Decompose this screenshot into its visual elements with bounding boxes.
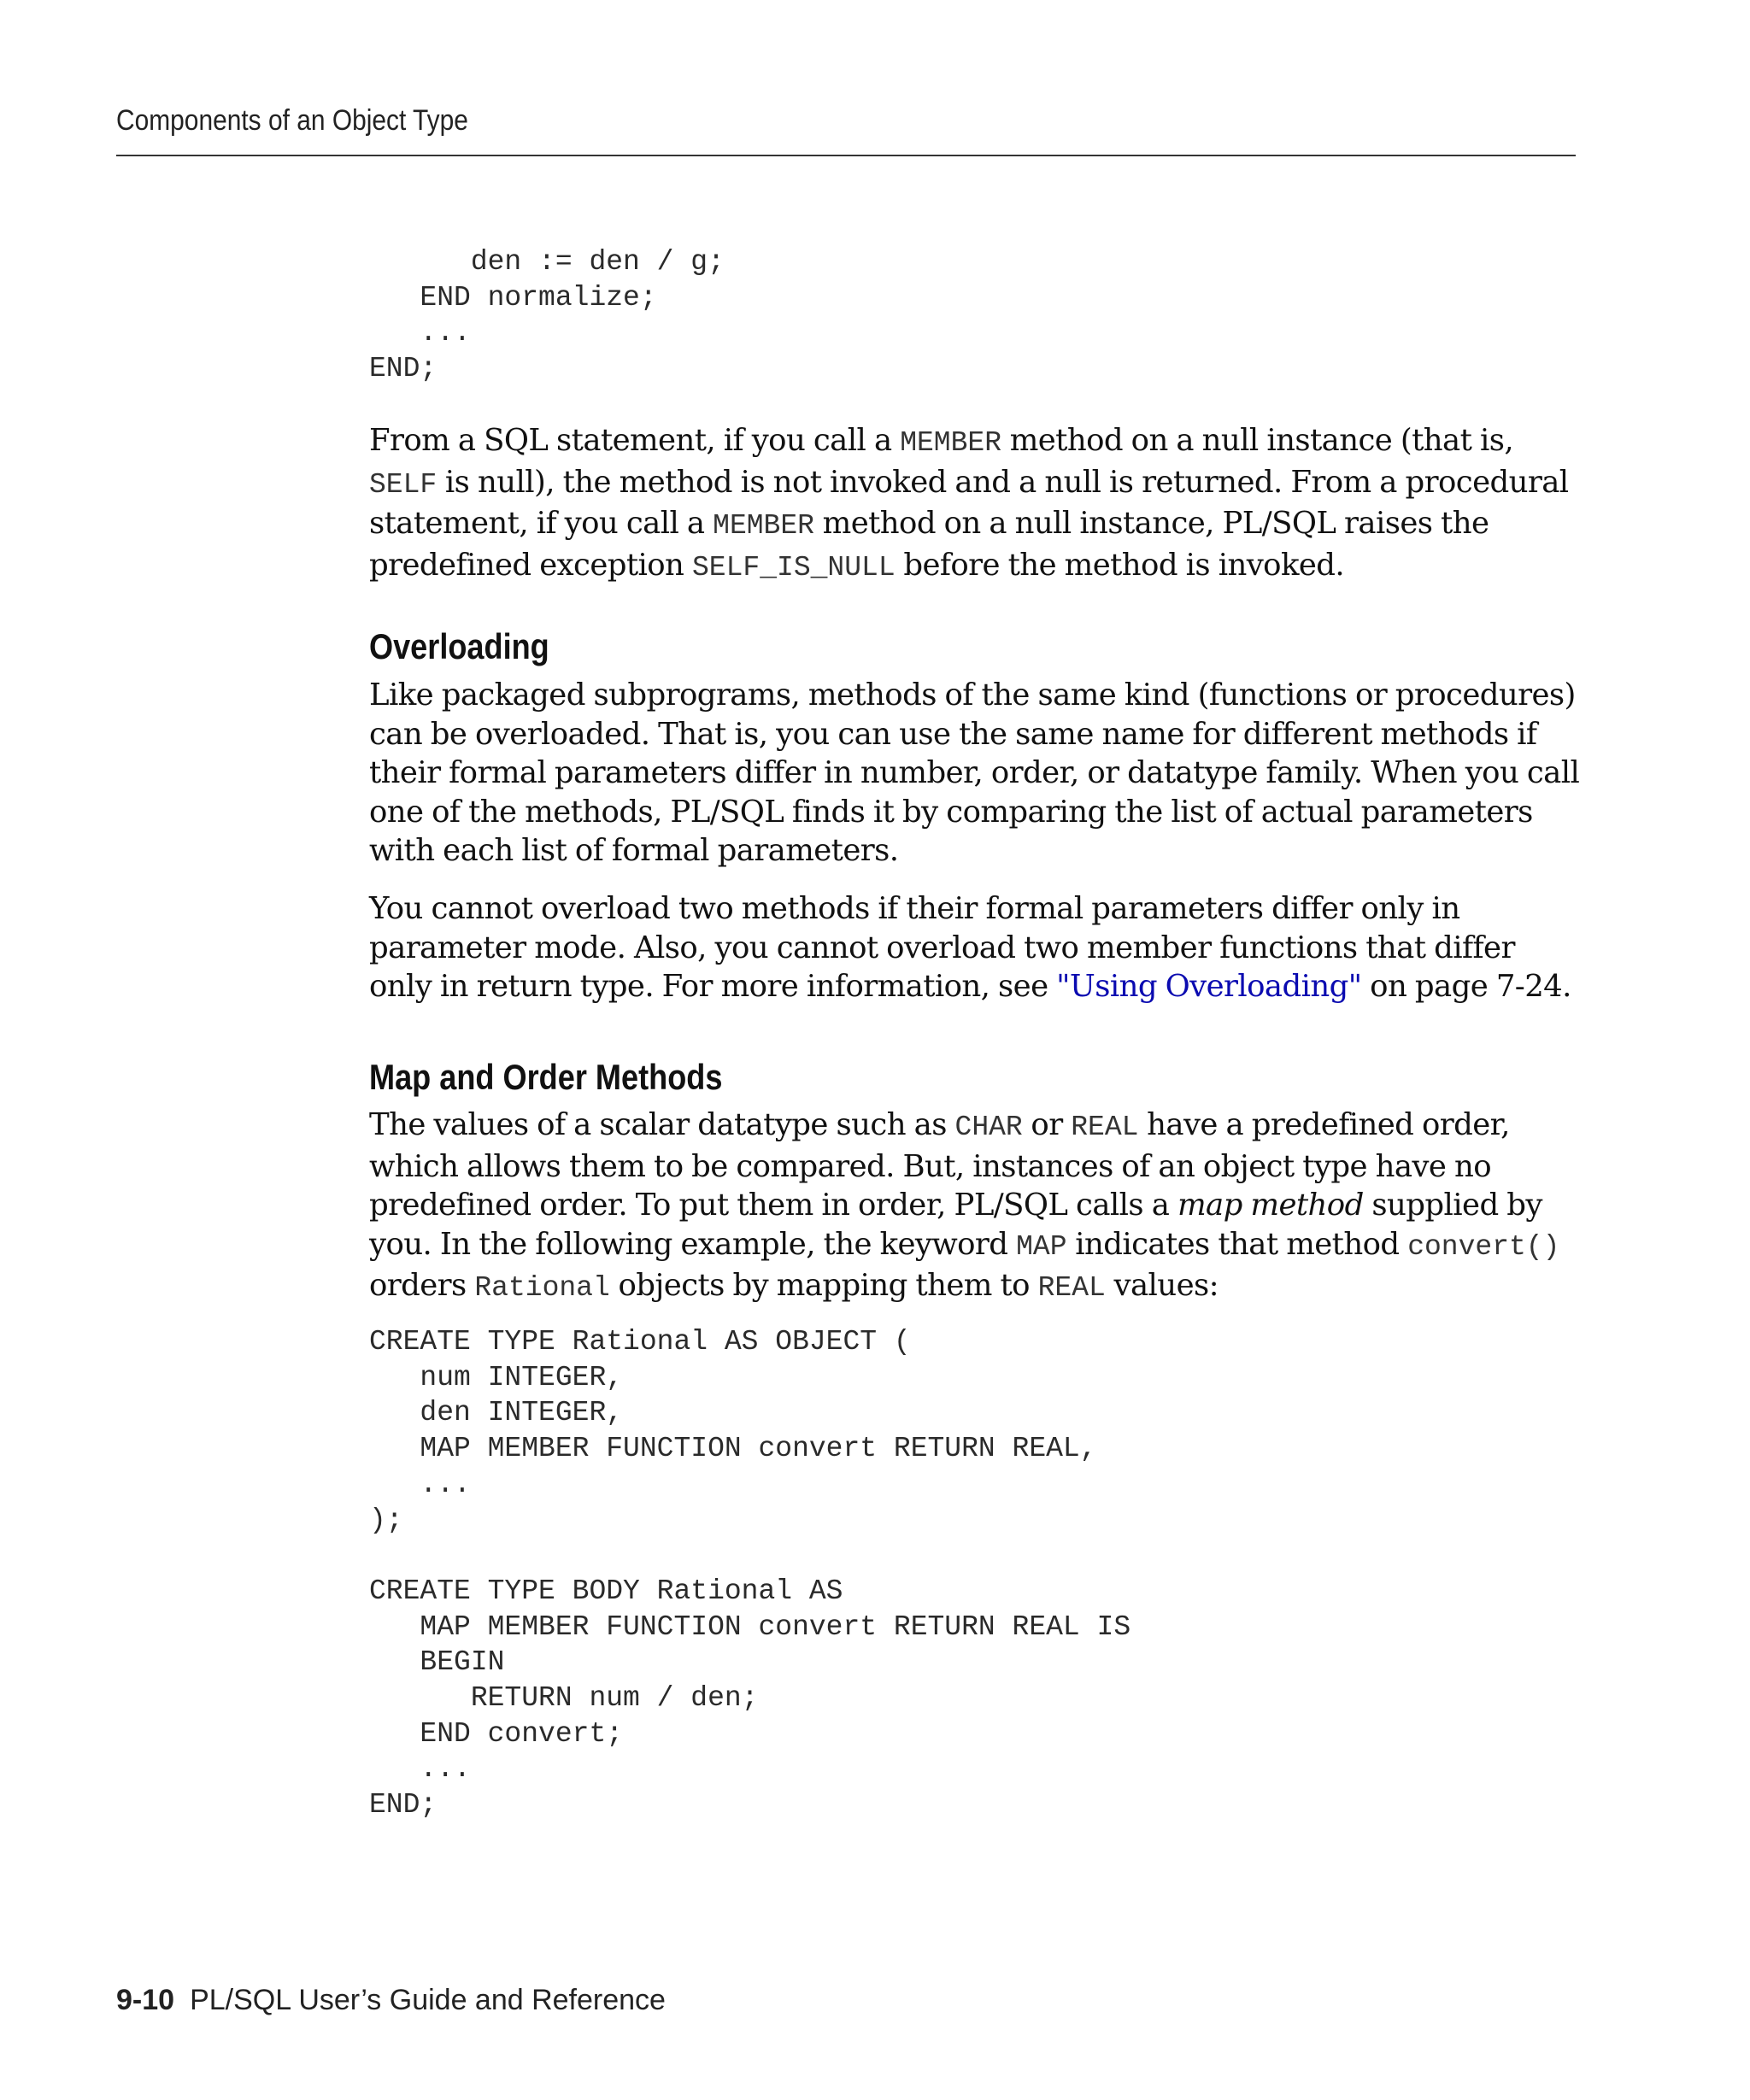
link-using-overloading[interactable]: "Using Overloading" <box>1056 969 1362 1004</box>
code-map: MAP <box>1016 1230 1067 1263</box>
text: values: <box>1105 1268 1219 1303</box>
text: before the method is invoked. <box>895 547 1345 583</box>
page-number: 9-10 <box>116 1984 175 2016</box>
heading-overloading: Overloading <box>369 626 549 666</box>
code-member: MEMBER <box>713 510 814 542</box>
text: method on a null instance, PL/SQL raises the predefined exception <box>369 506 1489 583</box>
heading-map-and-order-methods: Map and Order Methods <box>369 1057 723 1097</box>
code-member: MEMBER <box>900 427 1002 459</box>
code-self: SELF <box>369 468 438 501</box>
header-rule <box>116 155 1576 156</box>
paragraph-overloading-limits <box>369 889 1583 1006</box>
book-title: PL/SQL User’s Guide and Reference <box>190 1984 666 2016</box>
text: The values of a scalar datatype such as <box>369 1107 955 1142</box>
code-block-normalize: den := den / g; END normalize; ... END; <box>369 246 725 385</box>
code-self-is-null: SELF_IS_NULL <box>692 551 896 584</box>
text: have a predefined order, which allows them to be compared. But, instances of an object type have no predefined order. To put them in order, PL/SQL calls a <box>369 1107 1510 1223</box>
code-convert: convert() <box>1407 1230 1560 1263</box>
text: is null), the method is not invoked and a null is returned. From a procedural statement, if you call a <box>369 464 1569 541</box>
text: on page 7-24. <box>1361 969 1571 1004</box>
text: supplied by you. In the following example, the keyword <box>369 1188 1542 1262</box>
running-header-title: Components of an Object Type <box>116 104 468 137</box>
code-real: REAL <box>1071 1112 1139 1143</box>
code-rational: Rational <box>474 1272 610 1304</box>
text: indicates that method <box>1066 1226 1408 1262</box>
text: method on a null instance (that is, <box>1001 423 1514 458</box>
text: or <box>1022 1107 1072 1142</box>
code-block-rational-map: CREATE TYPE Rational AS OBJECT ( num INTEGER, den INTEGER, MAP MEMBER FUNCTION convert RETURN REAL, ... ); CREATE TYPE BODY Rational AS MAP MEMBER FUNCTION convert RETURN REAL IS BEGIN RETURN num / den; END convert; ... END; <box>369 1326 1131 1821</box>
text: You cannot overload two methods if their formal parameters differ only in parameter mode. Also, you cannot overload two member functions that differ only in return type. For more information, see <box>369 891 1515 1004</box>
text: objects by mapping them to <box>609 1268 1038 1303</box>
text: orders <box>369 1268 475 1303</box>
paragraph-overloading-intro: Like packaged subprograms, methods of the same kind (functions or procedures) can be overloaded. That is, you can use the same name for different methods if their formal parameters differ in number, order, or datatype family. When you call one of the methods, PL/SQL finds it by comparing the list of actual parameters with each list of formal parameters. <box>369 678 1580 868</box>
paragraph-map-methods <box>369 1106 1583 1308</box>
text: From a SQL statement, if you call a <box>369 423 901 458</box>
code-real: REAL <box>1037 1272 1106 1304</box>
term-map-method: map method <box>1177 1188 1364 1223</box>
page-footer <box>116 1984 666 2017</box>
code-char: CHAR <box>954 1112 1023 1143</box>
paragraph-null-instance <box>369 421 1583 587</box>
